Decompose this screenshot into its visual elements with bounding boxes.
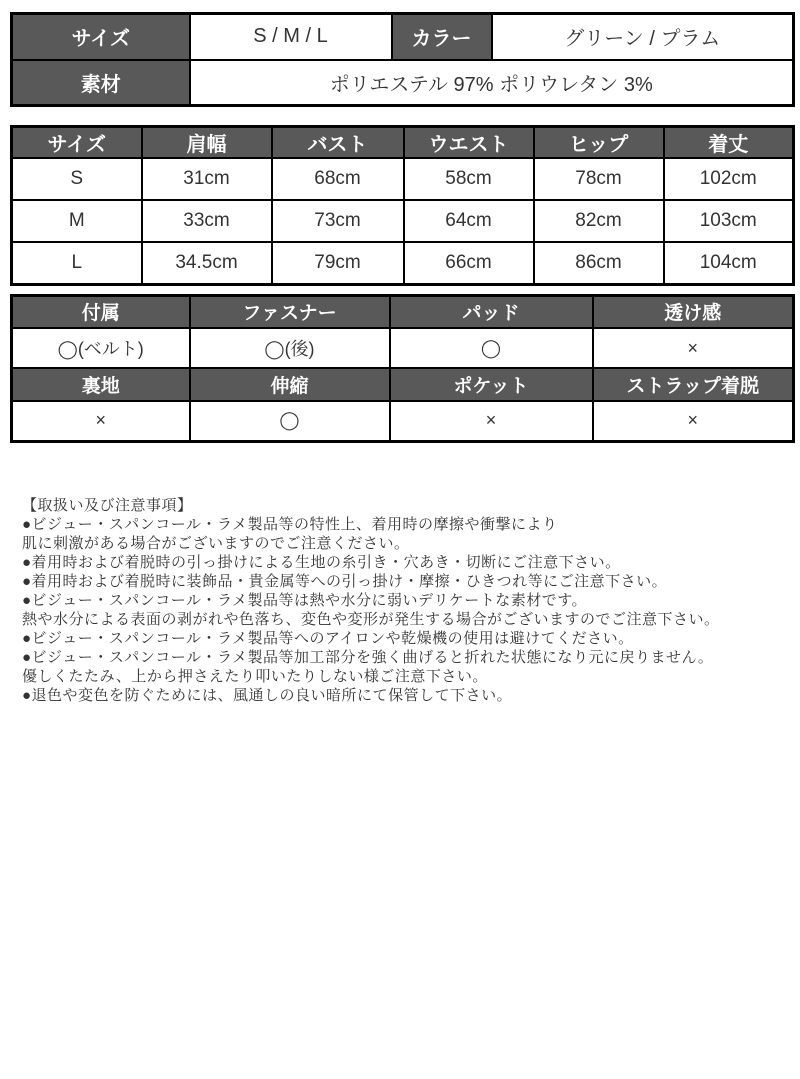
size-row-s	[12, 158, 794, 200]
cell-waist: 66cm	[404, 242, 534, 284]
cell-length: 103cm	[664, 200, 794, 242]
spec-value-row-1	[12, 328, 794, 368]
col-header-shoulder: 肩幅	[142, 127, 272, 159]
col-header-waist: ウエスト	[404, 127, 534, 159]
col-header-length: 着丈	[664, 127, 794, 159]
value-lining: ×	[12, 401, 190, 441]
value-pocket: ×	[390, 401, 593, 441]
cell-hip: 78cm	[534, 158, 664, 200]
care-notes	[22, 496, 782, 705]
material-label: 素材	[12, 60, 190, 106]
care-note-line: ●ビジュー・スパンコール・ラメ製品等加工部分を強く曲げると折れた状態になり元に戻りません。	[22, 649, 714, 666]
size-table-header-row	[12, 127, 794, 159]
cell-shoulder: 33cm	[142, 200, 272, 242]
cell-size: L	[12, 242, 142, 284]
spec-header-row-1	[12, 295, 794, 328]
cell-hip: 86cm	[534, 242, 664, 284]
care-note-line: ●退色や変色を防ぐためには、風通しの良い暗所にて保管して下さい。	[22, 687, 513, 704]
care-note-line: ●ビジュー・スパンコール・ラメ製品等は熱や水分に弱いデリケートな素材です。	[22, 592, 588, 609]
cell-bust: 73cm	[272, 200, 404, 242]
cell-waist: 58cm	[404, 158, 534, 200]
header-strap: ストラップ着脱	[593, 368, 794, 401]
cell-shoulder: 31cm	[142, 158, 272, 200]
color-value: グリーン / プラム	[492, 14, 794, 60]
cell-length: 104cm	[664, 242, 794, 284]
spec-value-row-2	[12, 401, 794, 441]
care-note-line: 優しくたたみ、上から押さえたり叩いたりしない様ご注意下さい。	[22, 668, 488, 685]
care-note-line: ●着用時および着脱時に装飾品・貴金属等への引っ掛け・摩擦・ひきつれ等にご注意下さい。	[22, 573, 668, 590]
cell-hip: 82cm	[534, 200, 664, 242]
header-stretch: 伸縮	[190, 368, 390, 401]
product-info-table	[10, 12, 795, 107]
cell-bust: 79cm	[272, 242, 404, 284]
spec-header-row-2	[12, 368, 794, 401]
info-row-material	[12, 60, 794, 106]
value-stretch: ◯	[190, 401, 390, 441]
material-value: ポリエステル 97% ポリウレタン 3%	[190, 60, 794, 106]
size-label: サイズ	[12, 14, 190, 60]
care-note-line: ●着用時および着脱時の引っ掛けによる生地の糸引き・穴あき・切断にご注意下さい。	[22, 554, 621, 571]
care-note-line: 熱や水分による表面の剥がれや色落ち、変色や変形が発生する場合がございますのでご注意下さい。	[22, 611, 720, 628]
spec-attributes-table	[10, 294, 795, 443]
col-header-size: サイズ	[12, 127, 142, 159]
col-header-hip: ヒップ	[534, 127, 664, 159]
care-note-line: ●ビジュー・スパンコール・ラメ製品等へのアイロンや乾燥機の使用は避けてください。	[22, 630, 634, 647]
cell-bust: 68cm	[272, 158, 404, 200]
size-value: S / M / L	[190, 14, 392, 60]
header-pad: パッド	[390, 295, 593, 328]
value-accessory: ◯(ベルト)	[12, 328, 190, 368]
info-row-size-color	[12, 14, 794, 60]
size-measurements-table	[10, 125, 795, 286]
col-header-bust: バスト	[272, 127, 404, 159]
size-row-m	[12, 200, 794, 242]
cell-shoulder: 34.5cm	[142, 242, 272, 284]
value-pad: ◯	[390, 328, 593, 368]
cell-length: 102cm	[664, 158, 794, 200]
value-fastener: ◯(後)	[190, 328, 390, 368]
color-label: カラー	[392, 14, 492, 60]
header-fastener: ファスナー	[190, 295, 390, 328]
header-lining: 裏地	[12, 368, 190, 401]
size-row-l	[12, 242, 794, 284]
cell-size: M	[12, 200, 142, 242]
cell-waist: 64cm	[404, 200, 534, 242]
care-note-line: 肌に刺激がある場合がございますのでご注意ください。	[22, 535, 410, 552]
value-strap: ×	[593, 401, 794, 441]
header-sheerness: 透け感	[593, 295, 794, 328]
care-note-line: ●ビジュー・スパンコール・ラメ製品等の特性上、着用時の摩擦や衝撃により	[22, 516, 558, 533]
value-sheerness: ×	[593, 328, 794, 368]
care-notes-title: 【取扱い及び注意事項】	[22, 497, 193, 514]
header-accessory: 付属	[12, 295, 190, 328]
header-pocket: ポケット	[390, 368, 593, 401]
cell-size: S	[12, 158, 142, 200]
